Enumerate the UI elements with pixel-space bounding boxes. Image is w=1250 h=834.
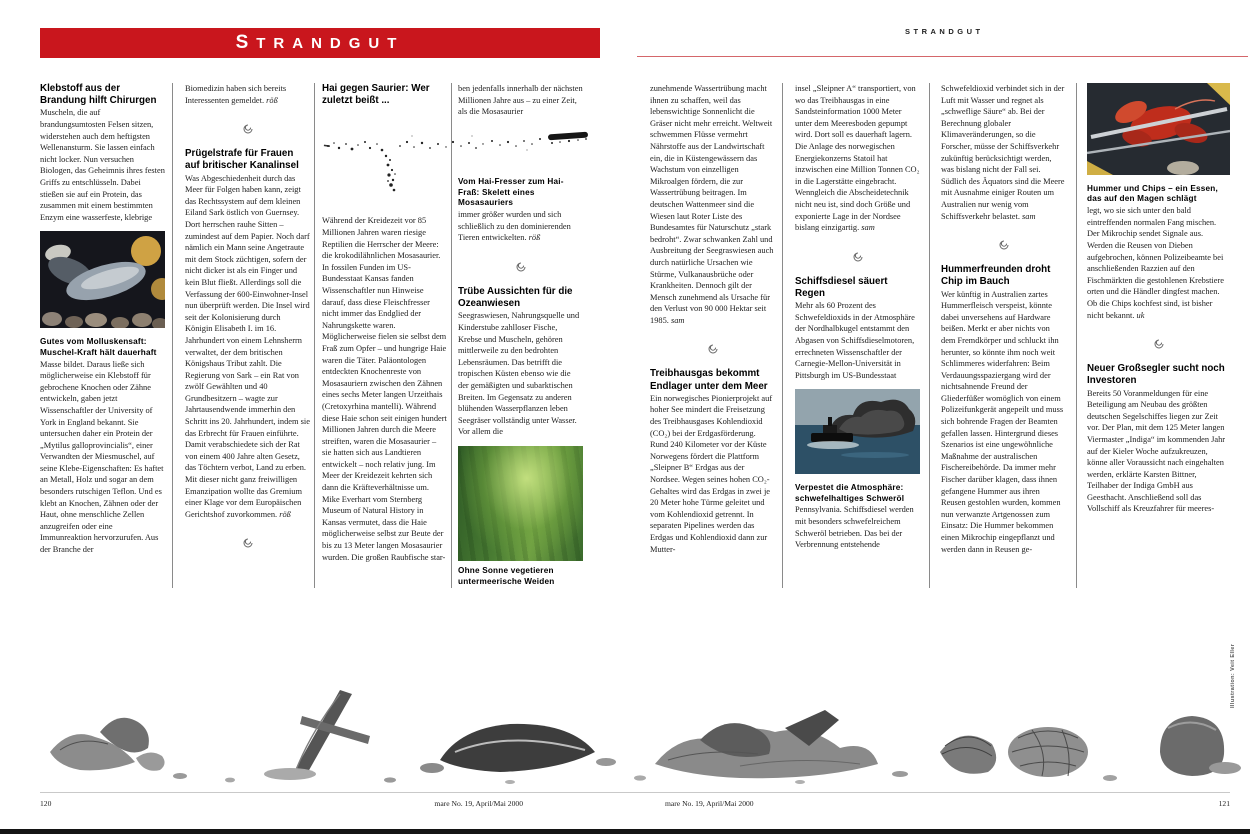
column-rule bbox=[314, 83, 315, 588]
illustration-credit: Illustration: Veit Eller bbox=[1230, 643, 1236, 708]
page-number-right: 121 bbox=[1218, 799, 1230, 808]
article-paragraph bbox=[458, 209, 583, 244]
article-paragraph: Muscheln, die auf brandungsumtosten Felsen sitzen, widerstehen auch dem heftigsten Wellenansturm. Sie lassen einfach nicht locker. Nun versuchen Biologen, das Geheimnis ihres festen Griffs zu entschlüsseln. Dabei stießen sie auf ein Protein, das zusammen mit einem bestimmten Enzym eine wasserfeste, klebrige bbox=[40, 108, 165, 222]
article-title: Treibhausgas bekommt Endlager unter dem Meer bbox=[650, 368, 768, 392]
section-separator bbox=[795, 252, 920, 262]
column-4 bbox=[458, 83, 583, 587]
section-separator bbox=[650, 344, 775, 354]
image-caption: Ohne Sonne vegetieren untermeerische Weiden bbox=[458, 565, 555, 586]
section-separator bbox=[458, 262, 583, 272]
article-paragraph: Bereits 50 Voranmeldungen für eine Beteiligung am Neubau des größten deutschen Segelschiffes liegen zur Zeit vor. Der Plan, mit dem 125 Meter langen Viermaster „Indiga“ im kommenden Jahr auf der Kieler Woche aufzukreuzen, könne aller Voraussicht nach eingehalten werden, erklärte Karsten Bittner, Teilhaber der Indiga GmbH aus Geesthacht. Anschließend soll das Vollschiff als Kreuzfahrer für meeres- bbox=[1087, 388, 1226, 514]
article-paragraph: Wer künftig in Australien zartes Hummerfleisch verspeist, könnte dabei unversehens auf Hardware beißen. Merkt er aber nichts von dem Fremdkörper und schluckt ihn herunter, so könnte ihm noch weit Schlimmeres widerfahren: Beim Verdauungsspaziergang wird der nichtsahnende Freund der Gliederfüßer womöglich von einem Polizeifunkgerät angepeilt und muss sich bohrende Fragen der Beamten gefallen lassen. Hintergrund dieses Szenarios ist eine ungewöhnliche Maßnahme der australischen Fischereibehörde. Da immer mehr Fischer darüber klagen, dass ihnen gefangene Hummer aus ihren Reusen gestohlen wurden, kommen nun verwanzte Artgenossen zum Einsatz: Die Hummer bekommen einen Mikrochip eingepflanzt und werden dann in Reusen ge- bbox=[941, 289, 1064, 554]
column-2 bbox=[185, 83, 310, 562]
paragraph-text: Biomedizin haben sich bereits Interessenten gemeldet. bbox=[185, 84, 287, 105]
image-caption: Gutes vom Molluskensaft: Muschel-Kraft hält dauerhaft bbox=[40, 336, 157, 357]
paragraph-text: legt, wo sie sich unter den bald eintreffenden normalen Fang mischen. Der Mikrochip sendet Signale aus. Werden die Reusen von Dieben aufgebrochen, können Polizeibeamte bei anschließenden Razzien auf den Fischmärkten die gestohlenen Krebstiere orten und die Händler dingfest machen. Ob die Chips kochfest sind, ist bisher nicht bekannt. bbox=[1087, 206, 1224, 320]
skeleton-image-spacer bbox=[458, 126, 583, 172]
column-rule bbox=[172, 83, 173, 588]
article-title: Schiffsdiesel säuert Regen bbox=[795, 275, 888, 299]
article-paragraph bbox=[185, 83, 310, 106]
mussels-photo bbox=[40, 231, 165, 332]
article-title: Neuer Großsegler sucht noch Investoren bbox=[1087, 363, 1225, 387]
article-paragraph: Seegraswiesen, Nahrungsquelle und Kinderstube zahlloser Fische, Krebse und Muscheln, gehören mittlerweile zu den bedrohten Lebensräumen. Das betrifft die tropischen Küsten ebenso wie die der gemäßigten und subarktischen Breiten. Im Gegensatz zu anderen blühenden Wasserpflanzen leben Seegräser vollständig unter Wasser. Vor allem die bbox=[458, 311, 580, 437]
author-initials: sam bbox=[1022, 211, 1036, 221]
paragraph-text: immer größer wurden und sich schließlich zu den dominierenden Tieren entwickelten. bbox=[458, 210, 571, 243]
article-paragraph: ben jedenfalls innerhalb der nächsten Millionen Jahre aus – zu einer Zeit, als die Mosasaurier bbox=[458, 84, 583, 117]
column-8 bbox=[1087, 83, 1230, 515]
flotsam-illustration bbox=[40, 632, 1250, 790]
section-separator bbox=[1087, 339, 1230, 349]
paragraph-text: Was Abgeschiedenheit durch das Meer für Folgen haben kann, zeigt das Rechtssystem auf dem kleinen Eiland Sark östlich von Guernsey. Dort herrschen rauhe Sitten – zumindest auf dem Papier. Noch darf nämlich ein Mann seine Angetraute mit dem Stock züchtigen, sofern der nicht dicker ist als ein Finger und kein Blut fließt. Allerdings soll die Verfassung der 600-Einwohner-Insel nun überprüft werden. Die Insel wird seit der Kolonisierung durch Königin Elisabeth I. im 16. Jahrhundert von einem Lehnsherrn verwaltet, der dem britischen Königshaus Tribut zahlt. Die Regierung von Sark – ein Rat von zwölf Gewählten und 40 Grundbesitzern – wagte zur Jahrtausendwende immerhin den Schritt ins 20. Jahrhundert, indem sie das Erbrecht für Frauen einführte. Damit verabschiedete sich der Rat von einem 400 Jahre alten Gesetz, das Töchtern verbot, Land zu erben. Mit dieser nicht ganz freiwilligen Emanzipation wollte das Gremium einer Klage vor dem Europäischen Gerichtshof zuvorkommen. bbox=[185, 173, 310, 519]
column-5 bbox=[650, 83, 775, 555]
page-number-left: 120 bbox=[40, 799, 52, 808]
author-initials: röß bbox=[528, 233, 541, 243]
image-caption: Hummer und Chips – ein Essen, das auf den Magen schlägt bbox=[1087, 183, 1218, 204]
author-initials: sam bbox=[670, 315, 685, 325]
article-paragraph bbox=[1087, 205, 1230, 321]
shell-spiral-icon bbox=[515, 262, 527, 272]
article-paragraph: Mehr als 60 Prozent des Schwefeldioxids in der Atmosphäre der Nordhalbkugel entstammt den Abgasen von Schiffsdieselmotoren, errechneten Wissenschaftler der Carnegie-Mellon-Universität in Pittsburgh im US-Bundesstaat bbox=[795, 301, 915, 380]
paragraph-text: insel „Sleipner A“ transportiert, von wo das Treibhausgas in eine Sandsteinformation 1000 Meter unter dem Meeresboden gepumpt wird. Dort soll es dauerhaft lagern. Die Anlage des norwegischen Energiekonzerns Statoil hat inzwischen eine Million Tonnen CO₂ in die Lagerstätte eingebracht. Wenngleich die Abscheidetechnik nicht neu ist, sind doch Größe und exponierte Lage in der Nordsee bislang einzigartig. bbox=[795, 84, 920, 233]
section-banner bbox=[40, 28, 600, 58]
issue-line-right: mare No. 19, April/Mai 2000 bbox=[665, 799, 754, 808]
running-head-rule bbox=[637, 56, 1248, 57]
image-caption: Vom Hai-Fresser zum Hai-Fraß: Skelett eines Mosasauriers bbox=[458, 176, 564, 208]
article-title: Hai gegen Saurier: Wer zuletzt beißt ... bbox=[322, 83, 430, 107]
lobster-photo bbox=[1087, 83, 1230, 179]
issue-line-left: mare No. 19, April/Mai 2000 bbox=[434, 799, 523, 808]
shell-spiral-icon bbox=[242, 538, 254, 548]
article-paragraph bbox=[650, 83, 775, 326]
article-paragraph: Ein norwegisches Pionierprojekt auf hoher See mindert die Freisetzung des Treibhausgases Kohlendioxid (CO₂) bei der Erdgasförderung. Rund 240 Kilometer vor der Küste Norwegens fördert die Plattform „Sleipner B“ Erdgas aus der Nordsee. Wegen seines hohen CO₂-Gehaltes wird das Erdgas in zwei je 20 Meter hohe Türme geleitet und vom Kohlendioxid getrennt. In separaten Pipelines werden das Erdgas und Kohlendioxid dann zur Mutter- bbox=[650, 393, 773, 554]
image-caption: Verpestet die Atmosphäre: schwefelhaltiges Schweröl bbox=[795, 482, 905, 503]
seagrass-photo bbox=[458, 446, 583, 561]
column-7 bbox=[941, 83, 1066, 555]
running-head: STRANDGUT bbox=[905, 27, 984, 36]
article-paragraph bbox=[795, 83, 920, 234]
author-initials: sam bbox=[861, 223, 875, 233]
author-initials: röß bbox=[266, 95, 278, 105]
column-rule bbox=[782, 83, 783, 588]
footer-rule bbox=[40, 792, 1230, 793]
article-paragraph bbox=[185, 173, 310, 521]
shell-spiral-icon bbox=[852, 252, 864, 262]
article-title: Hummerfreunden droht Chip im Bauch bbox=[941, 264, 1051, 288]
article-title: Klebstoff aus der Brandung hilft Chirurgen bbox=[40, 83, 157, 107]
article-paragraph: Während der Kreidezeit vor 85 Millionen Jahren waren riesige Reptilien die Herrscher der Meere: die krokodilähnlichen Mosasaurier. In fossilen Funden im US-Bundesstaat Kansas fanden Wissenschaftler nun Hinweise darauf, dass diese Fleischfresser nicht immer das Endglied der Nahrungskette waren. Möglicherweise fielen sie selbst dem Fraß zum Opfer – und hungrige Haie waren die Täter. Paläontologen entdeckten Knochenreste von Mosasauriern zwischen den Zähnen eines sechs Meter langen Urzeithais (Cretoxyrhina mantelli). Während diese Haie schon seit einigen hundert Millionen Jahren durch die Meere streiften, waren die Mosasaurier – sie hatten sich aus Landtieren entwickelt – noch relativ jung. Im Meer der Kreidezeit kehrten sich dann die Kräfteverhältnisse um. Mike Everhart vom Sternberg Museum of Natural History in Kansas vermutet, dass die Haie möglicherweise selbst zur Beute der bis zu 13 Meter langen Mosasaurier wurden. Die großen Raubfische star- bbox=[322, 216, 447, 562]
article-title: Prügelstrafe für Frauen auf britischer Kanalinsel bbox=[185, 148, 299, 172]
author-initials: röß bbox=[279, 509, 291, 519]
smoking-ship-photo bbox=[795, 389, 920, 478]
article-paragraph bbox=[941, 83, 1066, 222]
scan-edge bbox=[0, 829, 1250, 834]
column-rule bbox=[1076, 83, 1077, 588]
author-initials: uk bbox=[1136, 310, 1145, 320]
section-separator bbox=[185, 538, 310, 548]
paragraph-text: Schwefeldioxid verbindet sich in der Luft mit Wasser und regnet als „schweflige Säure“ ab. Bei der Berechnung globaler Klimaveränderungen, so die Forscher, müsse der Schiffsverkehr zukünftig berücksichtigt werden, was bislang nicht der Fall sei. Südlich des Äquators sind die Meere mit Ausnahme einiger Routen um Australien nur wenig vom Schiffsverkehr belastet. bbox=[941, 84, 1065, 221]
column-1 bbox=[40, 83, 165, 556]
shell-spiral-icon bbox=[242, 124, 254, 134]
section-separator bbox=[185, 124, 310, 134]
shell-spiral-icon bbox=[1153, 339, 1165, 349]
article-paragraph: Masse bildet. Daraus ließe sich möglicherweise ein Klebstoff für gebrochene Knochen oder Zähne entwickeln, gaben jetzt Wissenschaftler der University of York in England bekannt. Sie untersuchen daher ein Protein der „Mytilus galloprovincialis“, einer Verwandten der Miesmuschel, auf seine Klebe-Eigenschaften: Es haftet an Metall, Holz und sogar an dem besonders rutschigen Teflon. Und es klebt an Knochen, Zähnen oder der Haut, ohne menschliche Zellen anzugreifen oder eine Immunreaktion hervorzurufen. Aus der Branche der bbox=[40, 359, 164, 555]
section-title: STRANDGUT bbox=[235, 32, 405, 53]
column-6 bbox=[795, 83, 920, 551]
paragraph-text: zunehmende Wassertrübung macht ihnen zu schaffen, weil das lebenswichtige Sonnenlicht die Gräser nicht mehr erreicht. Weltweit schwemmen Flüsse vermehrt Nährstoffe aus der Landwirtschaft ein, die in Küstengewässern das Wachstum von einzelligen Mikroalgen fördern, die zur Wassertrübung beitragen. Im deutschen Wattenmeer sind die Wiesen laut Roter Liste des Bundesamtes für Naturschutz „stark bedroht“. Zwar schwanken Zahl und Ausbreitung der Seegraswiesen auch durch natürliche Ursachen wie Stürme, Vulkanausbrüche oder Krankheiten. Dennoch gilt der Mensch zunehmend als Ursache für den Verlust von 90 000 Hektar seit 1985. bbox=[650, 84, 774, 325]
article-title: Trübe Aussichten für die Ozeanwiesen bbox=[458, 285, 573, 310]
column-rule bbox=[929, 83, 930, 588]
section-separator bbox=[941, 240, 1066, 250]
shell-spiral-icon bbox=[707, 344, 719, 354]
shell-spiral-icon bbox=[998, 240, 1010, 250]
article-paragraph: Pennsylvania. Schiffsdiesel werden mit besonders schwefelreichem Schweröl betrieben. Das bei der Verbrennung entstehende bbox=[795, 505, 914, 550]
